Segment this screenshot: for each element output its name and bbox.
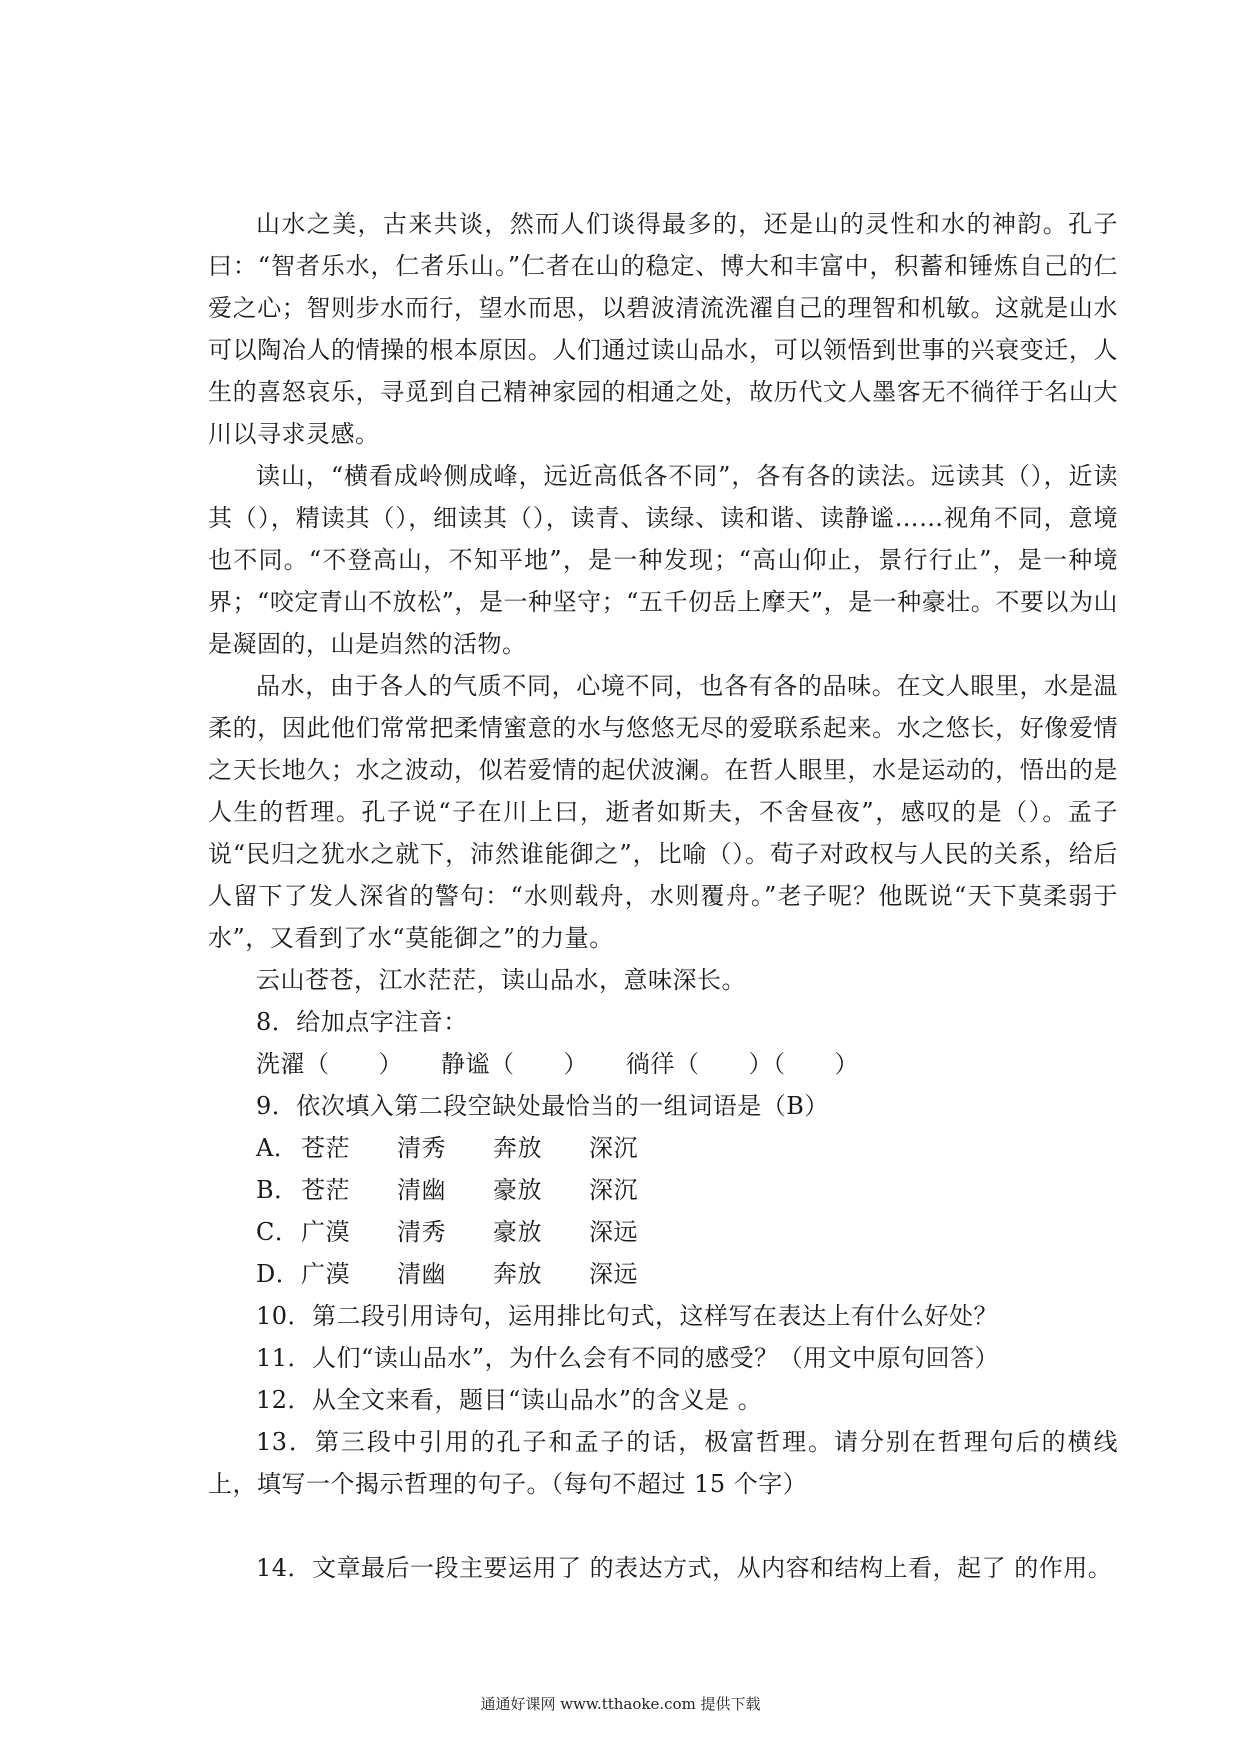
question-13: 13．第三段中引用的孔子和孟子的话，极富哲理。请分别在哲理句后的横线上，填写一个揭示哲理的句子。（每句不超过 15 个字） [208,1428,1118,1498]
option-word: 广漠 [301,1260,350,1288]
passage-paragraph-1: 山水之美，古来共谈，然而人们谈得最多的，还是山的灵性和水的神韵。孔子曰：“智者乐水，仁者乐山。”仁者在山的稳定、博大和丰富中，积蓄和锤炼自己的仁爱之心；智则步水而行，望水而思，以碧波清流洗濯自己的理智和机敏。这就是山水可以陶冶人的情操的根本原因。人们通过读山品水，可以领悟到世事的兴衰变迁，人生的喜怒哀乐，寻觅到自己精神家园的相通之处，故历代文人墨客无不徜徉于名山大川以寻求灵感。 [208,210,1118,448]
document-body [208,203,1118,1589]
option-word: 深远 [589,1218,638,1246]
question-10: 10．第二段引用诗句，运用排比句式，这样写在表达上有什么好处？ [256,1302,999,1330]
question-12: 12．从全文来看，题目“读山品水”的含义是 。 [256,1386,763,1414]
option-word: 豪放 [493,1176,542,1204]
passage-paragraph-3: 品水，由于各人的气质不同，心境不同，也各有各的品味。在文人眼里，水是温柔的，因此他们常常把柔情蜜意的水与悠悠无尽的爱联系起来。水之悠长，好像爱情之天长地久；水之波动，似若爱情的起伏波澜。在哲人眼里，水是运动的，悟出的是人生的哲理。孔子说“子在川上曰，逝者如斯夫，不舍昼夜”，感叹的是（）。孟子说“民归之犹水之就下，沛然谁能御之”，比喻（）。荀子对政权与人民的关系，给后人留下了发人深省的警句：“水则载舟，水则覆舟。”老子呢？他既说“天下莫柔弱于水”，又看到了水“莫能御之”的力量。 [208,672,1118,952]
question-9: 9．依次填入第二段空缺处最恰当的一组词语是（B） [256,1092,829,1120]
option-word: 深沉 [589,1134,638,1162]
question-8-items [208,1043,1118,1085]
option-word: 奔放 [493,1134,542,1162]
question-8: 8．给加点字注音： [256,1008,468,1036]
pinyin-blank-1: 洗濯（ ） [256,1050,403,1078]
page-footer: 通通好课网 www.tthaoke.com 提供下载 [480,1695,761,1713]
question-9-option-a [208,1127,1118,1169]
passage-paragraph-2: 读山，“横看成岭侧成峰，远近高低各不同”，各有各的读法。远读其（），近读其（），精读其（），细读其（），读青、读绿、读和谐、读静谧……视角不同，意境也不同。“不登高山，不知平地”，是一种发现；“高山仰止，景行行止”，是一种境界；“咬定青山不放松”，是一种坚守；“五千仞岳上摩天”，是一种豪壮。不要以为山是凝固的，山是岿然的活物。 [208,462,1118,658]
option-word: 广漠 [301,1218,350,1246]
question-9-option-c [208,1211,1118,1253]
question-14: 14．文章最后一段主要运用了 的表达方式，从内容和结构上看，起了 的作用。 [256,1554,1113,1582]
question-11: 11．人们“读山品水”，为什么会有不同的感受？（用文中原句回答） [256,1344,1000,1372]
option-word: 清秀 [397,1218,446,1246]
question-9-option-d [208,1253,1118,1295]
option-letter: C． [256,1218,300,1246]
answer-space [208,1505,1118,1547]
pinyin-blank-3: 徜徉（ ）（ ） [626,1050,859,1078]
option-word: 苍茫 [301,1176,350,1204]
option-word: 清幽 [397,1176,446,1204]
option-word: 奔放 [493,1260,542,1288]
option-letter: A． [256,1134,299,1162]
option-word: 苍茫 [301,1134,350,1162]
option-letter: B． [256,1176,299,1204]
passage-paragraph-4: 云山苍苍，江水茫茫，读山品水，意味深长。 [256,966,746,994]
option-letter: D． [256,1260,301,1288]
option-word: 深沉 [589,1176,638,1204]
question-9-option-b [208,1169,1118,1211]
option-word: 清秀 [397,1134,446,1162]
option-word: 清幽 [397,1260,446,1288]
option-word: 深远 [589,1260,638,1288]
option-word: 豪放 [493,1218,542,1246]
pinyin-blank-2: 静谧（ ） [441,1050,588,1078]
